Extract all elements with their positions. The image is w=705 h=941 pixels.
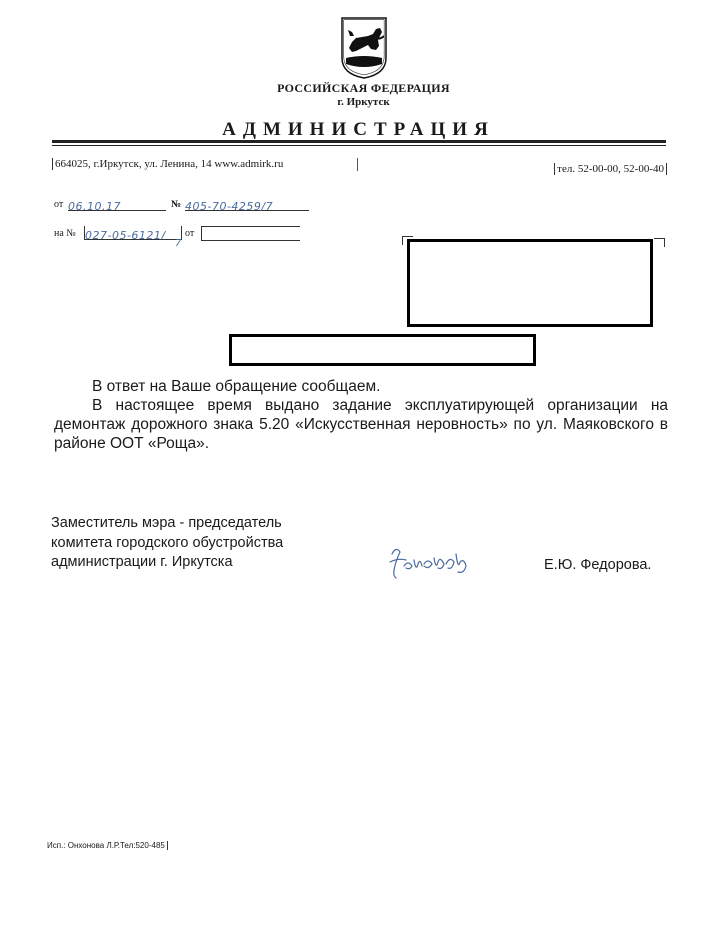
executor-line: Исп.: Онхонова Л.Р.Тел:520-485 bbox=[47, 841, 168, 850]
signatory-name: Е.Ю. Федорова. bbox=[544, 557, 652, 573]
address-divider bbox=[357, 158, 358, 171]
redacted-salutation-box bbox=[229, 334, 536, 366]
outgoing-number-field bbox=[185, 197, 309, 211]
reply-number-value: 027-05-6121/ bbox=[85, 229, 166, 242]
signatory-title-line-1: Заместитель мэра - председатель bbox=[51, 515, 282, 531]
phone-line: тел. 52-00-00, 52-00-40 bbox=[554, 163, 667, 175]
reply-date-field bbox=[201, 226, 300, 241]
handwritten-signature bbox=[386, 540, 472, 589]
country-heading: РОССИЙСКАЯ ФЕДЕРАЦИЯ bbox=[277, 81, 450, 95]
reply-number-field bbox=[84, 226, 182, 240]
header-rule-thick bbox=[52, 140, 666, 143]
outgoing-date-label: от bbox=[54, 199, 64, 210]
header-rule-thin bbox=[52, 145, 666, 146]
outgoing-number-value: 405-70-4259/7 bbox=[185, 200, 274, 213]
city-heading: г. Иркутск bbox=[337, 96, 390, 108]
redacted-addressee-box bbox=[407, 239, 653, 327]
coat-of-arms-emblem bbox=[338, 14, 390, 80]
outgoing-number-label: № bbox=[171, 199, 182, 210]
signatory-title bbox=[51, 514, 283, 573]
letter-body bbox=[54, 377, 668, 453]
reply-number-label: на № bbox=[54, 228, 76, 239]
reply-number-suffix: 7 bbox=[175, 238, 182, 249]
body-paragraph-1: В ответ на Ваше обращение сообщаем. bbox=[92, 378, 381, 395]
signatory-title-line-2: комитета городского обустройства bbox=[51, 534, 284, 551]
addressee-bracket-right bbox=[654, 238, 665, 247]
address-line: 664025, г.Иркутск, ул. Ленина, 14 www.admirk.ru bbox=[52, 158, 283, 170]
reply-date-label: от bbox=[185, 228, 195, 239]
outgoing-date-value: 06.10.17 bbox=[68, 200, 121, 213]
organization-title: АДМИНИСТРАЦИЯ bbox=[222, 119, 495, 140]
signatory-title-line-3: администрации г. Иркутска bbox=[51, 554, 233, 570]
body-paragraph-2: В настоящее время выдано задание эксплуатирующей организации на демонтаж дорожного знака 5.20 «Искусственная неровность» по ул. Маяковского в районе ООТ «Роща». bbox=[54, 397, 668, 452]
outgoing-date-field bbox=[68, 197, 166, 211]
